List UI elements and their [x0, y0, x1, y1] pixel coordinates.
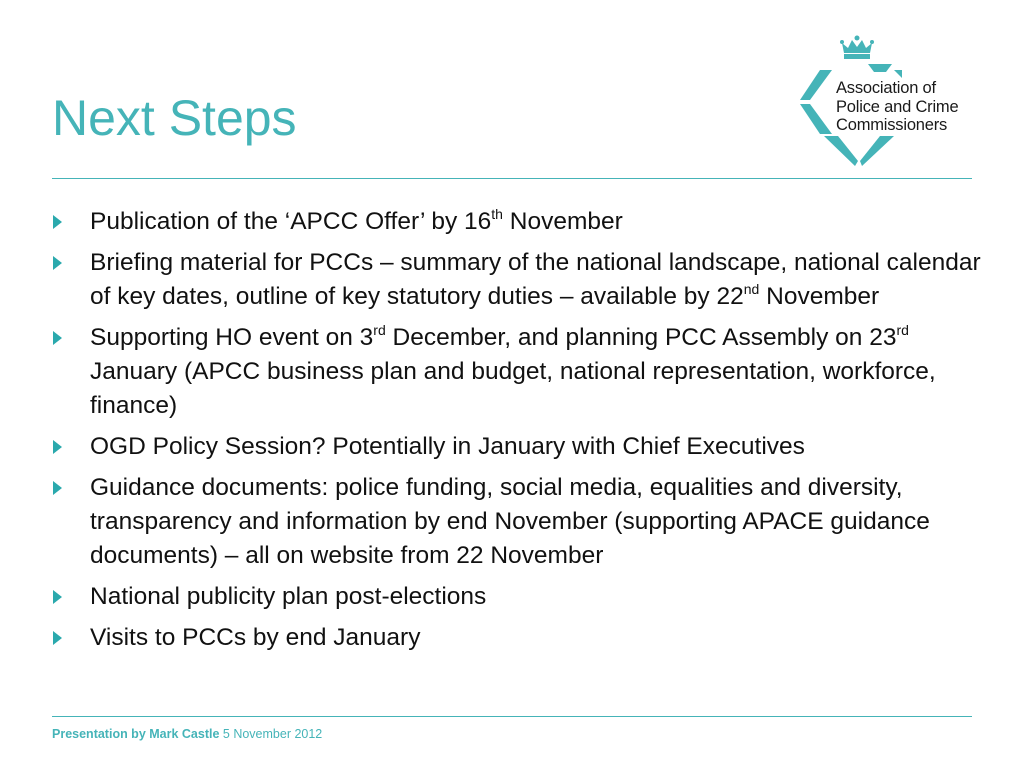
bullet-text: January (APCC business plan and budget, national representation, workforce, finance)	[90, 358, 936, 419]
list-item	[52, 580, 982, 614]
list-item	[52, 246, 982, 314]
slide-footer	[52, 727, 322, 741]
logo-wordmark	[836, 79, 958, 135]
logo-line-3: Commissioners	[836, 116, 948, 134]
ordinal-suffix: rd	[896, 322, 909, 338]
bullet-arrow-icon	[53, 440, 62, 454]
bullet-text: Briefing material for PCCs – summary of the national landscape, national calendar of key dates, outline of key statutory duties – available by 22	[90, 249, 981, 310]
footer-divider	[52, 716, 972, 717]
bullet-text: Visits to PCCs by end January	[90, 624, 421, 651]
bullet-text: Guidance documents: police funding, social media, equalities and diversity, transparency and information by end November (supporting APACE guidance documents) – all on website from 22 November	[90, 474, 930, 569]
bullet-text: December, and planning PCC Assembly on 23	[385, 324, 897, 351]
bullet-arrow-icon	[53, 481, 62, 495]
bullet-text: OGD Policy Session? Potentially in January with Chief Executives	[90, 433, 805, 460]
list-item	[52, 471, 982, 573]
footer-date: 5 November 2012	[219, 727, 323, 741]
bullet-text: National publicity plan post-elections	[90, 583, 487, 610]
footer-presenter: Presentation by Mark Castle	[52, 727, 220, 741]
bullet-arrow-icon	[53, 331, 62, 345]
bullet-arrow-icon	[53, 631, 62, 645]
ordinal-suffix: th	[491, 206, 503, 222]
bullet-text: Supporting HO event on 3	[90, 324, 374, 351]
bullet-list	[52, 205, 982, 662]
bullet-text: November	[759, 283, 880, 310]
list-item	[52, 205, 982, 239]
ordinal-suffix: rd	[373, 322, 386, 338]
ordinal-suffix: nd	[743, 281, 760, 297]
bullet-text: Publication of the ‘APCC Offer’ by 16	[90, 208, 492, 235]
bullet-text: November	[502, 208, 623, 235]
title-divider	[52, 178, 972, 179]
logo-line-1: Association of	[836, 79, 936, 97]
bullet-arrow-icon	[53, 215, 62, 229]
list-item	[52, 621, 982, 655]
bullet-arrow-icon	[53, 256, 62, 270]
list-item	[52, 321, 982, 423]
bullet-arrow-icon	[53, 590, 62, 604]
list-item	[52, 430, 982, 464]
logo-line-2: Police and Crime	[836, 97, 959, 116]
apcc-logo	[798, 34, 998, 166]
slide-title: Next Steps	[52, 90, 297, 146]
